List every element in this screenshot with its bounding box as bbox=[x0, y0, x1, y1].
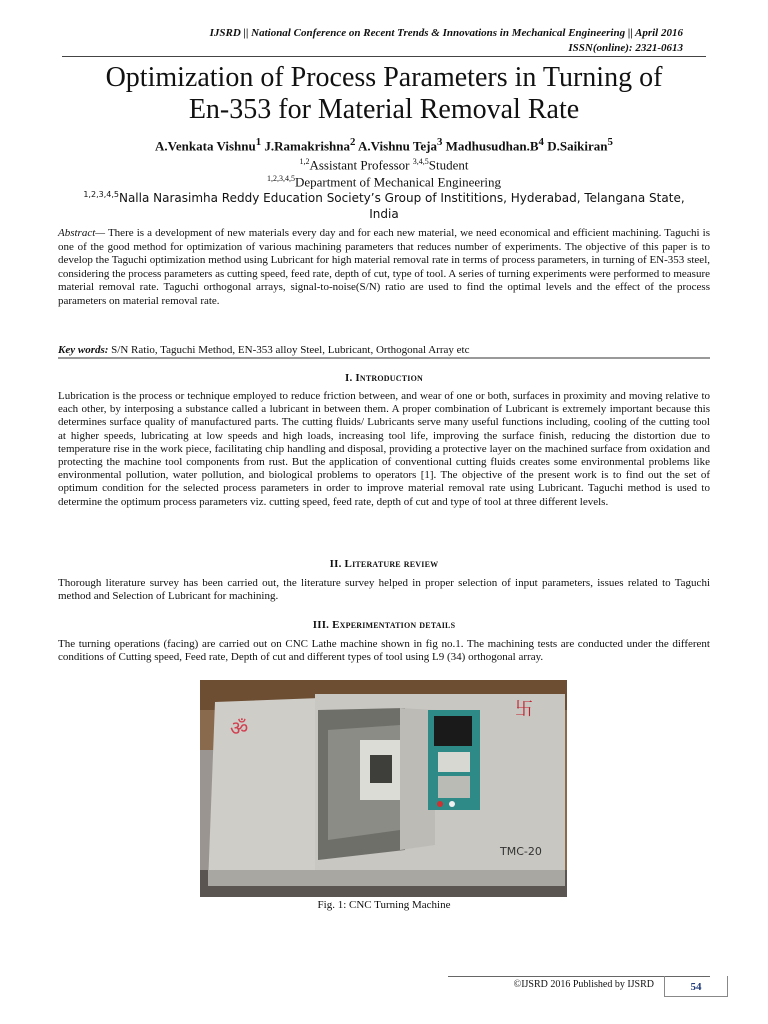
section-heading-introduction bbox=[58, 372, 710, 384]
section-number: II. bbox=[329, 558, 342, 570]
header-divider bbox=[62, 56, 706, 57]
title-line-1: Optimization of Process Parameters in Turning of bbox=[105, 62, 663, 93]
section-title: Literature review bbox=[344, 558, 439, 570]
role-1: Assistant Professor bbox=[309, 157, 413, 173]
section-number: I. bbox=[345, 372, 353, 384]
country: India bbox=[369, 207, 399, 221]
section-title: Introduction bbox=[355, 372, 423, 384]
abstract bbox=[58, 227, 710, 308]
author-sup: 5 bbox=[607, 136, 613, 148]
dept-sup: 1,2,3,4,5 bbox=[266, 174, 295, 183]
author-name: J.Ramakrishna bbox=[264, 138, 351, 154]
institution-name: Nalla Narasimha Reddy Education Society’s Group of Instititions, Hyderabad, Telangana State, bbox=[118, 191, 685, 205]
figure-caption: Fig. 1: CNC Turning Machine bbox=[317, 899, 451, 911]
author-sup: 4 bbox=[538, 136, 544, 148]
department-name: Department of Mechanical Engineering bbox=[294, 174, 502, 190]
section-title: Experimentation details bbox=[332, 619, 456, 631]
title-line-2: En-353 for Material Removal Rate bbox=[188, 94, 580, 125]
author-name: A.Vishnu Teja bbox=[357, 138, 437, 154]
section-heading-experimentation bbox=[58, 619, 710, 631]
author-name: D.Saikiran bbox=[547, 138, 608, 154]
svg-text:ॐ: ॐ bbox=[230, 716, 249, 740]
author-sup: 1 bbox=[255, 136, 262, 148]
running-header bbox=[210, 26, 683, 56]
cnc-machine-photo bbox=[200, 680, 567, 897]
role-sup-1: 1,2 bbox=[299, 157, 310, 166]
author-name: Madhusudhan.B bbox=[445, 138, 539, 154]
keywords-text: S/N Ratio, Taguchi Method, EN-353 alloy Steel, Lubricant, Orthogonal Array etc bbox=[108, 344, 470, 356]
author-sup: 2 bbox=[350, 136, 356, 148]
author-list bbox=[40, 136, 728, 154]
institution bbox=[40, 187, 728, 222]
section-heading-literature-review bbox=[58, 558, 710, 570]
introduction-paragraph: Lubrication is the process or technique employed to reduce friction between, and wear of one or both, surfaces in proximity and moving relative to each other, by interposing a substance called a lubricant in between them. A proper combination of Lubricant is extremely important because this determines surface quality of manufactured parts. The cutting fluids/ Lubricants serve many useful functions including, cooling of the cutting tool at higher speeds, lubricating at low speeds and high loads, increasing tool life, improving the surface finish, reducing the distortion due to temperature rise in the work piece, facilitating chip handling and disposal, providing a protective layer on the machined surface from oxidation and protecting the machine tool components from rust. But the application of conventional cutting fluids creates some environmental problems like environmental pollution, water pollution, and biological problems to operators [1]. The objective of the present work is to find out the set of optimum condition for the selected process parameters in order to improve material removal rate using Lubricant. Taguchi method is used to determine the optimum process parameters viz. cutting speed, feed rate, depth of cut and type of tool at three different levels. bbox=[58, 390, 710, 508]
issn-header: ISSN(online): 2321-0613 bbox=[568, 42, 683, 54]
page-number: 54 bbox=[664, 976, 728, 997]
experimentation-paragraph: The turning operations (facing) are carried out on CNC Lathe machine shown in fig no.1. The machining tests are conducted under the different conditions of Cutting speed, Feed rate, Depth of cut and different types of tool using L9 (34) orthogonal array. bbox=[58, 638, 710, 664]
literature-review-paragraph: Thorough literature survey has been carried out, the literature survey helped in proper selection of input parameters, issues related to Taguchi method and Selection of Lubricant for machining. bbox=[58, 577, 710, 603]
svg-text:卐: 卐 bbox=[515, 699, 533, 720]
section-number: III. bbox=[312, 619, 330, 631]
abstract-text: There is a development of new materials every day and for each new material, we need economical and efficient machining. Taguchi is one of the good method for optimization of various machining parameters that reduces number of experiments. The objective of this paper is to develop the Taguchi optimization method using Lubricant for high material removal rate in terms of process parameters, in turning of EN-353 steel, considering the process parameters as cutting speed, feed rate, depth of cut, type of tool. A series of turning experiments were performed to measure material removal rate. Taguchi orthogonal arrays, signal-to-noise(S/N) ratio are used to find the optimal levels and the effect of the process parameters on material removal rate. bbox=[58, 227, 710, 307]
author-name: A.Venkata Vishnu bbox=[155, 138, 256, 154]
inst-sup: 1,2,3,4,5 bbox=[83, 190, 119, 199]
conference-header: IJSRD || National Conference on Recent Trends & Innovations in Mechanical Engineering || April 2016 bbox=[209, 27, 683, 39]
author-sup: 3 bbox=[436, 136, 443, 148]
role-sup-2: 3,4,5 bbox=[412, 157, 429, 166]
role-2: Student bbox=[428, 157, 469, 173]
keywords bbox=[58, 344, 710, 356]
paper-title bbox=[40, 62, 728, 126]
keywords-label: Key words: bbox=[58, 344, 109, 356]
footer-copyright: ©IJSRD 2016 Published by IJSRD bbox=[513, 979, 654, 990]
machine-model-label: TMC-20 bbox=[500, 845, 542, 858]
abstract-divider bbox=[58, 357, 710, 359]
abstract-label: Abstract— bbox=[58, 227, 106, 239]
cnc-machine-illustration bbox=[200, 680, 567, 897]
